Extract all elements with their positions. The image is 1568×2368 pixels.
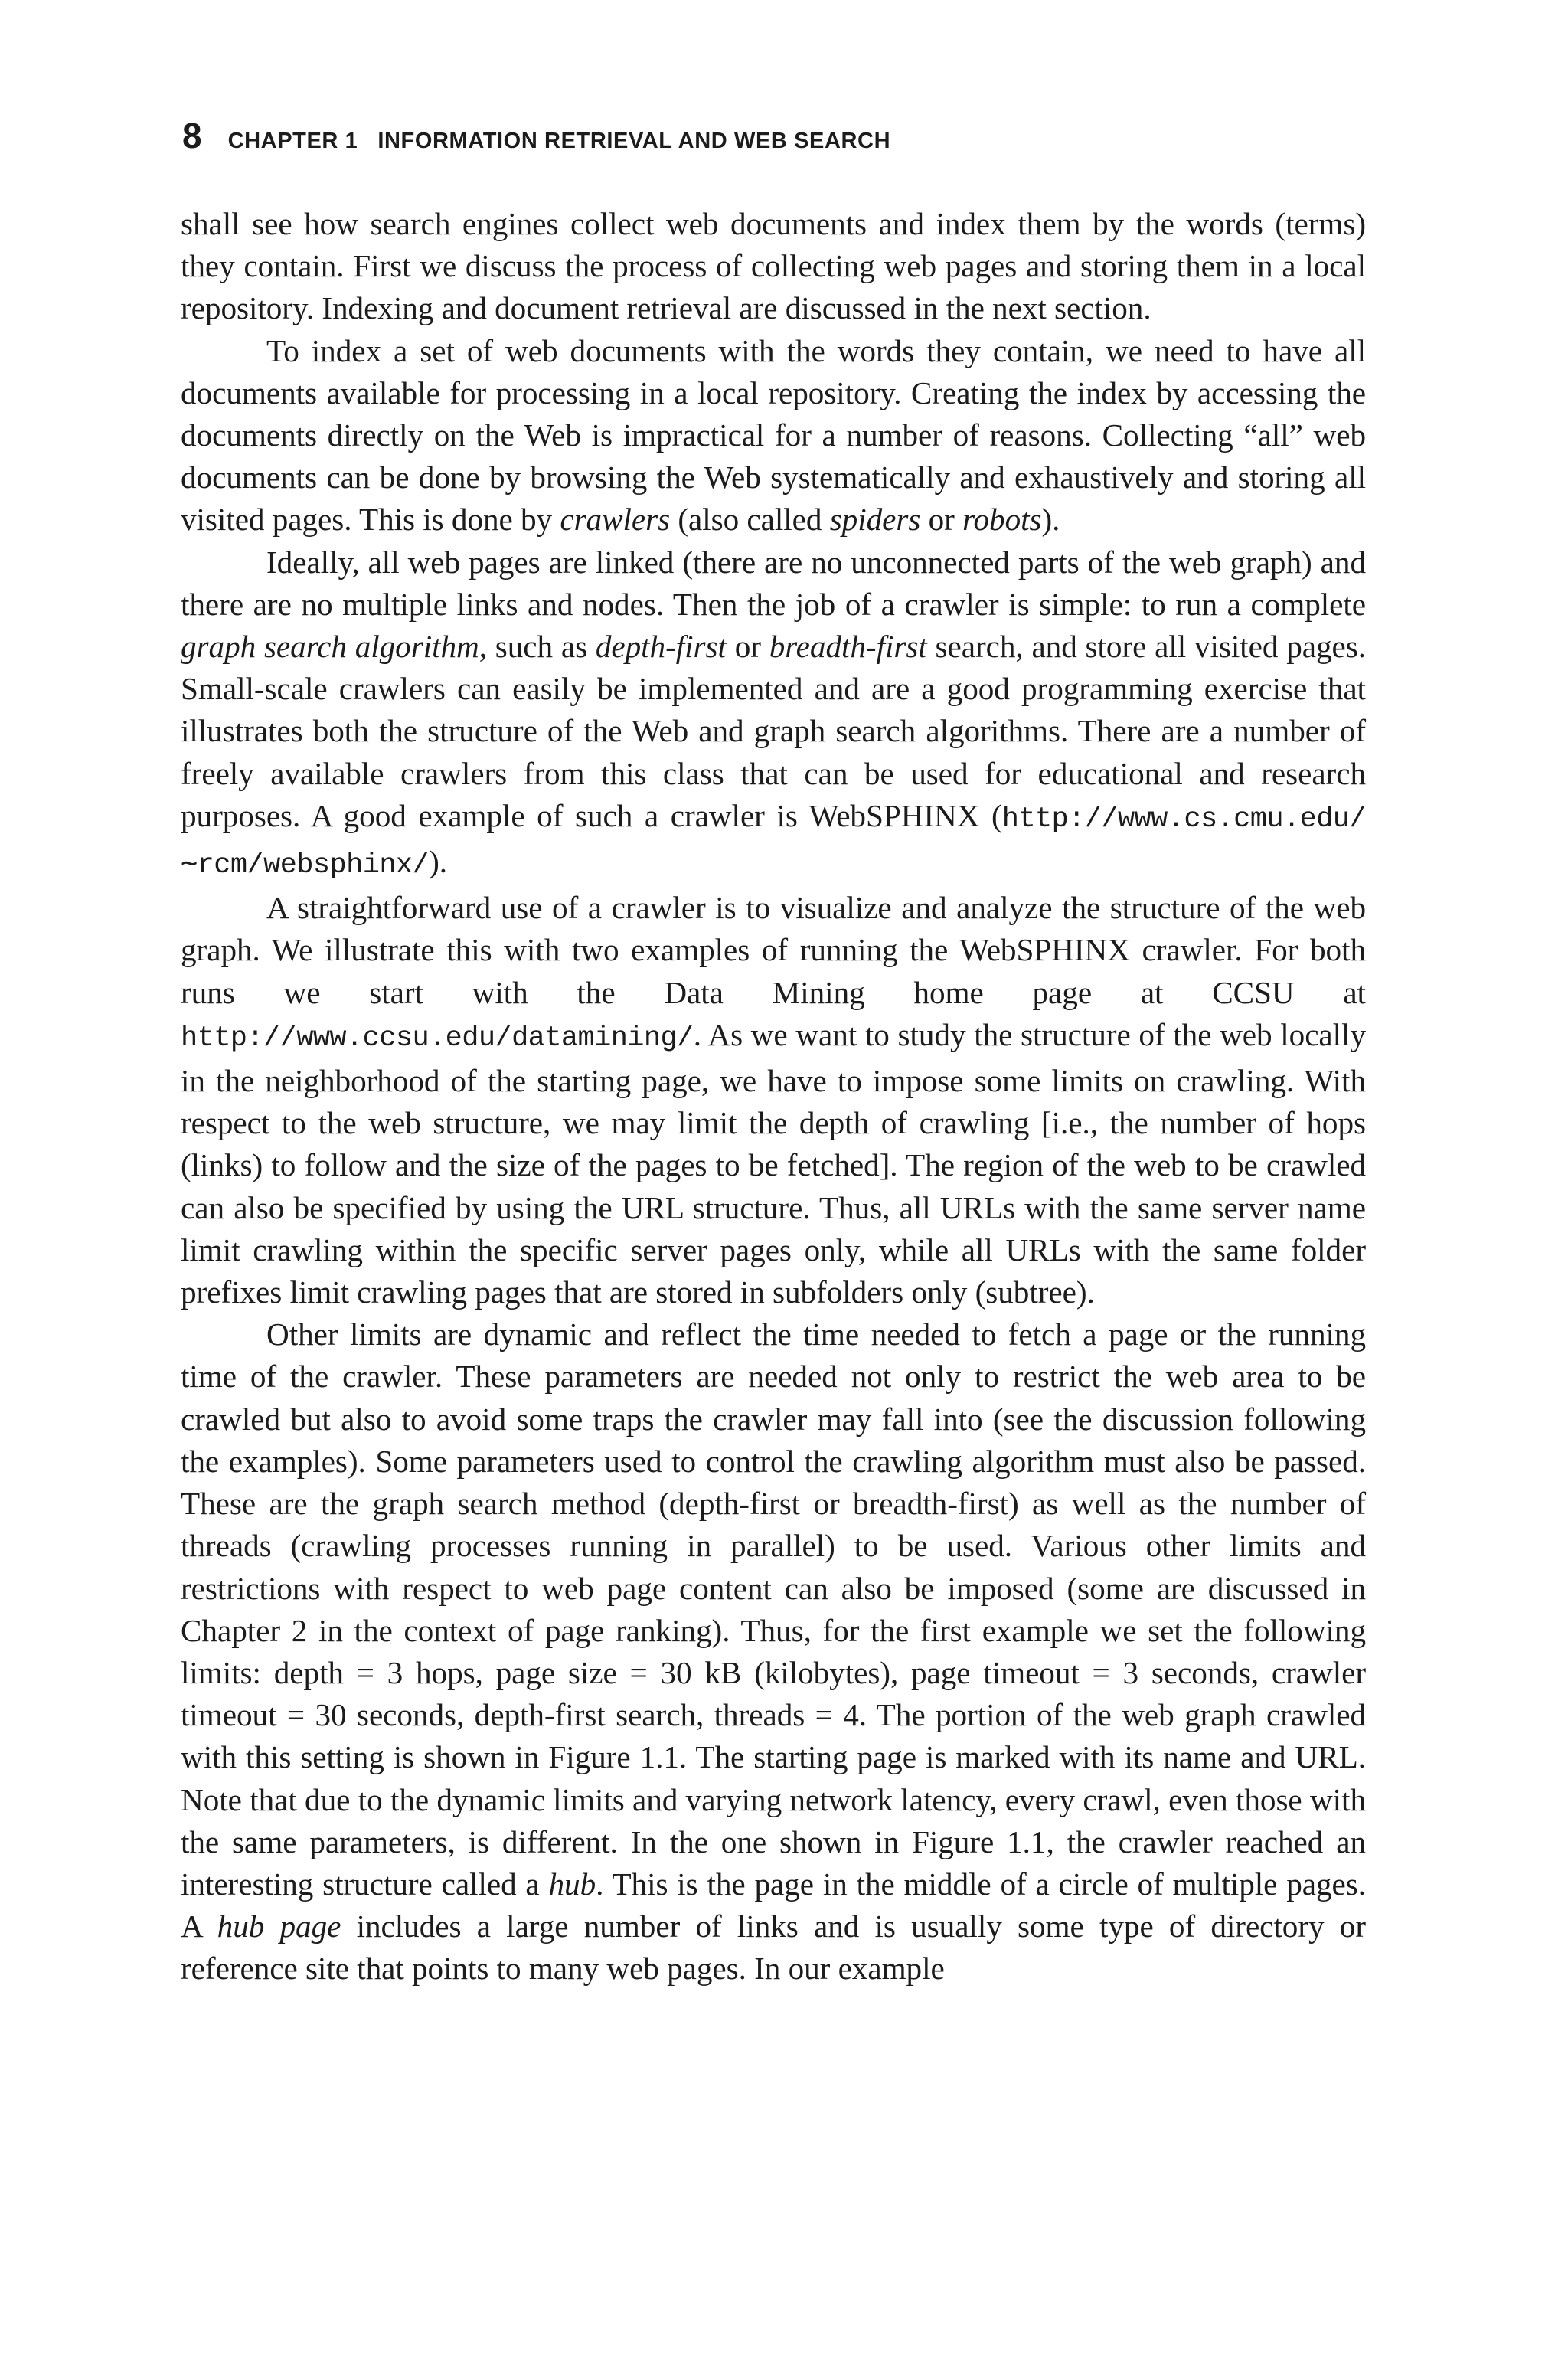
paragraph-1-text: shall see how search engines collect web documents and index them by the words (terms) they contain. First we discuss the process of collecting web pages and storing them in a local repository. Indexing and document retrieval are discussed in the next section. xyxy=(181,206,1366,326)
paragraph-5 xyxy=(181,1313,1366,1990)
paragraph-4 xyxy=(181,887,1366,1313)
paragraph-2-text-b: (also called xyxy=(670,502,830,538)
paragraph-2-text-a: To index a set of web documents with the words they contain, we need to have all documents available for processing in a local repository. Creating the index by accessing the documents directly on the Web is impractical for a number of reasons. Collecting “all” web documents can be done by browsing the Web systematically and exhaustively and storing all visited pages. This is done by xyxy=(181,332,1366,538)
paragraph-4-text-a: A straightforward use of a crawler is to visualize and analyze the structure of the web graph. We illustrate this with two examples of running the WebSPHINX crawler. For both runs we start with the Data Mining home page at CCSU at xyxy=(181,890,1366,1010)
term-hub-page: hub page xyxy=(217,1908,341,1944)
paragraph-5-text-b: . This is the page in the middle of a circle of multiple pages. A xyxy=(181,1866,1366,1944)
websphinx-url: http://www.cs.cmu.edu/∼rcm/websphinx/ xyxy=(181,803,1366,882)
term-crawlers: crawlers xyxy=(560,502,671,538)
term-robots: robots xyxy=(962,502,1042,538)
paragraph-5-text-a: Other limits are dynamic and reflect the time needed to fetch a page or the running time of the crawler. These parameters are needed not only to restrict the web area to be crawled but also to avoid some traps the crawler may fall into (see the discussion following the examples). Some parameters used to control the crawling algorithm must also be passed. These are the graph search method (depth-first or breadth-first) as well as the number of threads (crawling processes running in parallel) to be used. Various other limits and restrictions with respect to web page content can also be imposed (some are discussed in Chapter 2 in the context of page ranking). Thus, for the first example we set the following limits: depth = 3 hops, page size = 30 kB (kilobytes), page timeout = 3 seconds, crawler timeout = 30 seconds, depth-first search, threads = 4. The portion of the web graph crawled with this setting is shown in Figure 1.1. The starting page is marked with its name and URL. Note that due to the dynamic limits and varying network latency, every crawl, even those with the same parameters, is different. In the one shown in Figure 1.1, the crawler reached an interesting structure called a xyxy=(181,1316,1366,1902)
chapter-label: CHAPTER 1 xyxy=(227,129,358,153)
ccsu-datamining-url: http://www.ccsu.edu/datamining/ xyxy=(181,1022,694,1055)
paragraph-3-text-a: Ideally, all web pages are linked (there are no unconnected parts of the web graph) and there are no multiple links and nodes. Then the job of a crawler is simple: to run a complete xyxy=(181,544,1366,622)
chapter-heading xyxy=(228,129,891,154)
paragraph-3 xyxy=(181,541,1366,888)
paragraph-3-text-b: , such as xyxy=(479,629,596,665)
body-text xyxy=(181,203,1366,1990)
paragraph-2 xyxy=(181,330,1366,541)
chapter-head-gap xyxy=(358,129,377,153)
paragraph-2-text-d: ). xyxy=(1041,502,1060,538)
page-number: 8 xyxy=(182,116,202,155)
paragraph-3-text-d: search, and store all visited pages. Small-scale crawlers can easily be implemented and are a good programming exercise that illustrates both the structure of the Web and graph search algorithms. There are a number of freely available crawlers from this class that can be used for educational and research purposes. A good example of such a crawler is WebSPHINX ( xyxy=(181,629,1366,833)
paragraph-3-text-e: ). xyxy=(429,844,448,880)
paragraph-1 xyxy=(181,203,1366,330)
term-graph-search-algorithm: graph search algorithm xyxy=(181,629,479,665)
running-head xyxy=(182,115,1369,168)
term-depth-first: depth-first xyxy=(595,629,727,665)
paragraph-3-text-c: or xyxy=(726,629,769,665)
term-spiders: spiders xyxy=(829,502,921,538)
paragraph-5-text-c: includes a large number of links and is usually some type of directory or reference site that points to many web pages. In our example xyxy=(181,1908,1367,1987)
paragraph-2-text-c: or xyxy=(920,502,963,538)
term-hub: hub xyxy=(548,1866,596,1902)
chapter-title: INFORMATION RETRIEVAL AND WEB SEARCH xyxy=(377,129,891,153)
paragraph-4-text-b: . As we want to study the structure of the web locally in the neighborhood of the starting page, we have to impose some limits on crawling. With respect to the web structure, we may limit the depth of crawling [i.e., the number of hops (links) to follow and the size of the pages to be fetched]. The region of the web to be crawled can also be specified by using the URL structure. Thus, all URLs with the same server name limit crawling within the specific server pages only, while all URLs with the same folder prefixes limit crawling pages that are stored in subfolders only (subtree). xyxy=(181,1016,1366,1310)
term-breadth-first: breadth-first xyxy=(769,629,927,665)
